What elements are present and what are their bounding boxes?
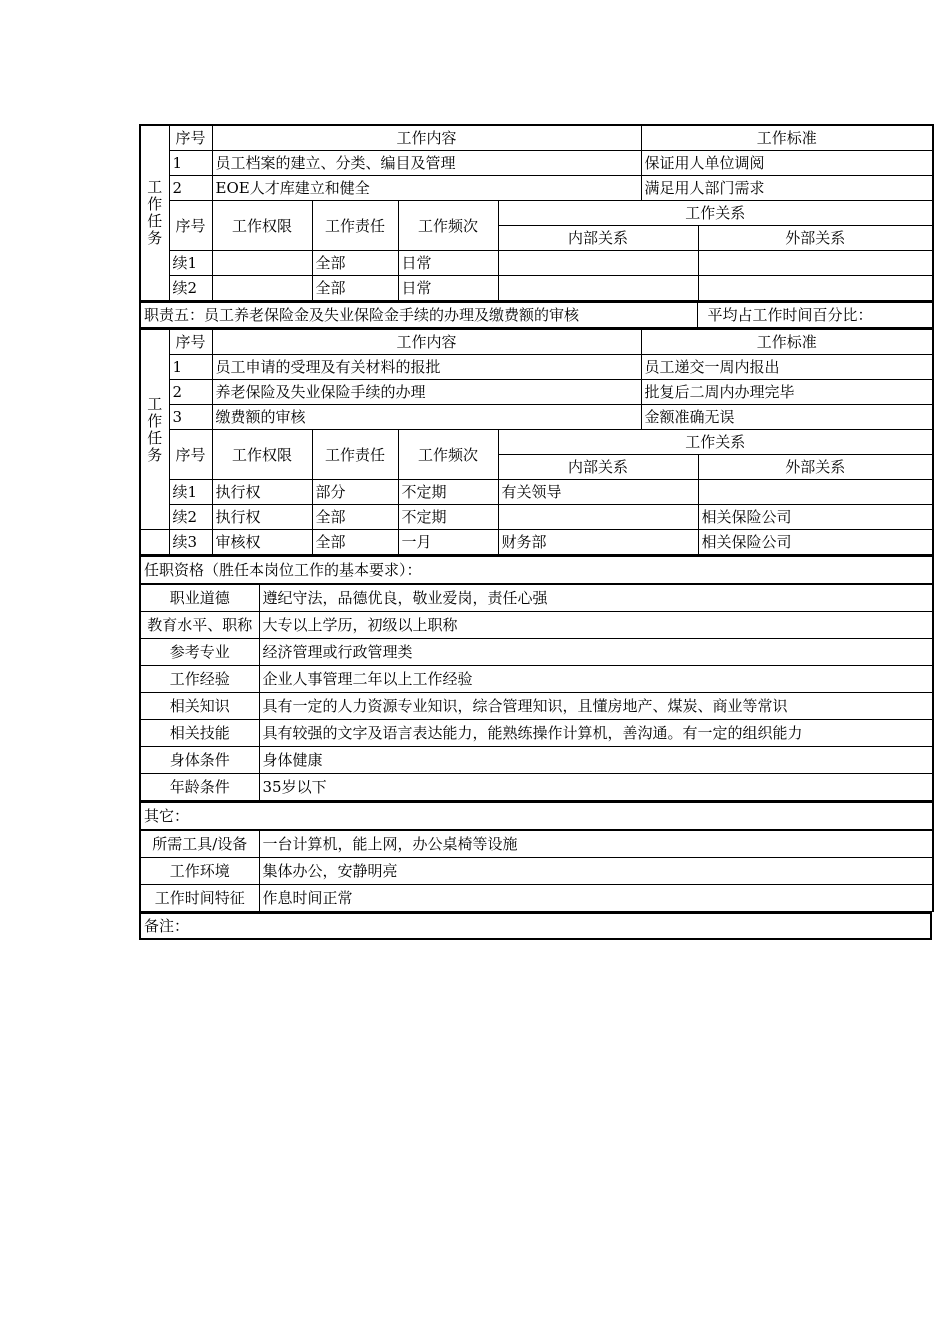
col-standard: 工作标准 xyxy=(641,125,933,151)
relation-header-row: 序号 工作权限 工作责任 工作频次 工作关系 xyxy=(140,430,933,455)
list-item: 工作经验 企业人事管理二年以上工作经验 xyxy=(140,666,933,693)
list-item: 所需工具/设备 一台计算机，能上网，办公桌椅等设施 xyxy=(140,830,933,858)
col-content: 工作内容 xyxy=(212,125,641,151)
table-row: 续1 全部 日常 xyxy=(140,251,933,276)
relation-subheader-row: 内部关系 外部关系 xyxy=(140,226,933,251)
table-row: 续2 全部 日常 xyxy=(140,276,933,301)
task-block-1 xyxy=(139,124,934,301)
side-label-work-tasks: 工 作 任 务 xyxy=(140,329,169,530)
table-row: 2 EOE人才库建立和健全 满足用人部门需求 xyxy=(140,176,933,201)
list-item: 身体条件 身体健康 xyxy=(140,747,933,774)
list-item: 教育水平、职称 大专以上学历，初级以上职称 xyxy=(140,612,933,639)
qualification-title: 任职资格（胜任本岗位工作的基本要求）： xyxy=(140,556,933,584)
task-header-row: 工 作 任 务 序号 工作内容 工作标准 xyxy=(140,329,933,355)
duty-5-header xyxy=(139,301,934,328)
remarks-section xyxy=(139,912,932,940)
list-item: 参考专业 经济管理或行政管理类 xyxy=(140,639,933,666)
task-header-row xyxy=(140,125,933,151)
time-percent-label: 平均占工作时间百分比： xyxy=(697,302,933,328)
table-row: 续3 审核权 全部 一月 财务部 相关保险公司 xyxy=(140,530,933,555)
relation-header-row: 序号 工作权限 工作责任 工作频次 工作关系 xyxy=(140,201,933,226)
table-row: 续2 执行权 全部 不定期 相关保险公司 xyxy=(140,505,933,530)
task-block-2 xyxy=(139,328,934,555)
list-item: 相关技能 具有较强的文字及语言表达能力，能熟练操作计算机，善沟通。有一定的组织能力 xyxy=(140,720,933,747)
list-item: 职业道德 遵纪守法，品德优良，敬业爱岗，责任心强 xyxy=(140,584,933,612)
other-section xyxy=(139,801,934,912)
duty-5-title: 职责五：员工养老保险金及失业保险金手续的办理及缴费额的审核 xyxy=(140,302,697,328)
side-label-work-tasks: 工 作 任 务 xyxy=(140,125,169,301)
list-item: 工作环境 集体办公，安静明亮 xyxy=(140,858,933,885)
remarks-title: 备注： xyxy=(140,913,931,939)
table-row: 3 缴费额的审核 金额准确无误 xyxy=(140,405,933,430)
table-row: 1 员工档案的建立、分类、编目及管理 保证用人单位调阅 xyxy=(140,151,933,176)
list-item: 工作时间特征 作息时间正常 xyxy=(140,885,933,912)
other-title: 其它： xyxy=(140,802,933,830)
list-item: 相关知识 具有一定的人力资源专业知识，综合管理知识，且懂房地产、煤炭、商业等常识 xyxy=(140,693,933,720)
table-row: 续1 执行权 部分 不定期 有关领导 xyxy=(140,480,933,505)
table-row: 2 养老保险及失业保险手续的办理 批复后二周内办理完毕 xyxy=(140,380,933,405)
job-description-sheet xyxy=(139,124,932,940)
relation-subheader-row: 内部关系 外部关系 xyxy=(140,455,933,480)
qualification-section xyxy=(139,555,934,801)
list-item: 年龄条件 35岁以下 xyxy=(140,774,933,801)
table-row: 1 员工申请的受理及有关材料的报批 员工递交一周内报出 xyxy=(140,355,933,380)
col-no: 序号 xyxy=(169,125,212,151)
